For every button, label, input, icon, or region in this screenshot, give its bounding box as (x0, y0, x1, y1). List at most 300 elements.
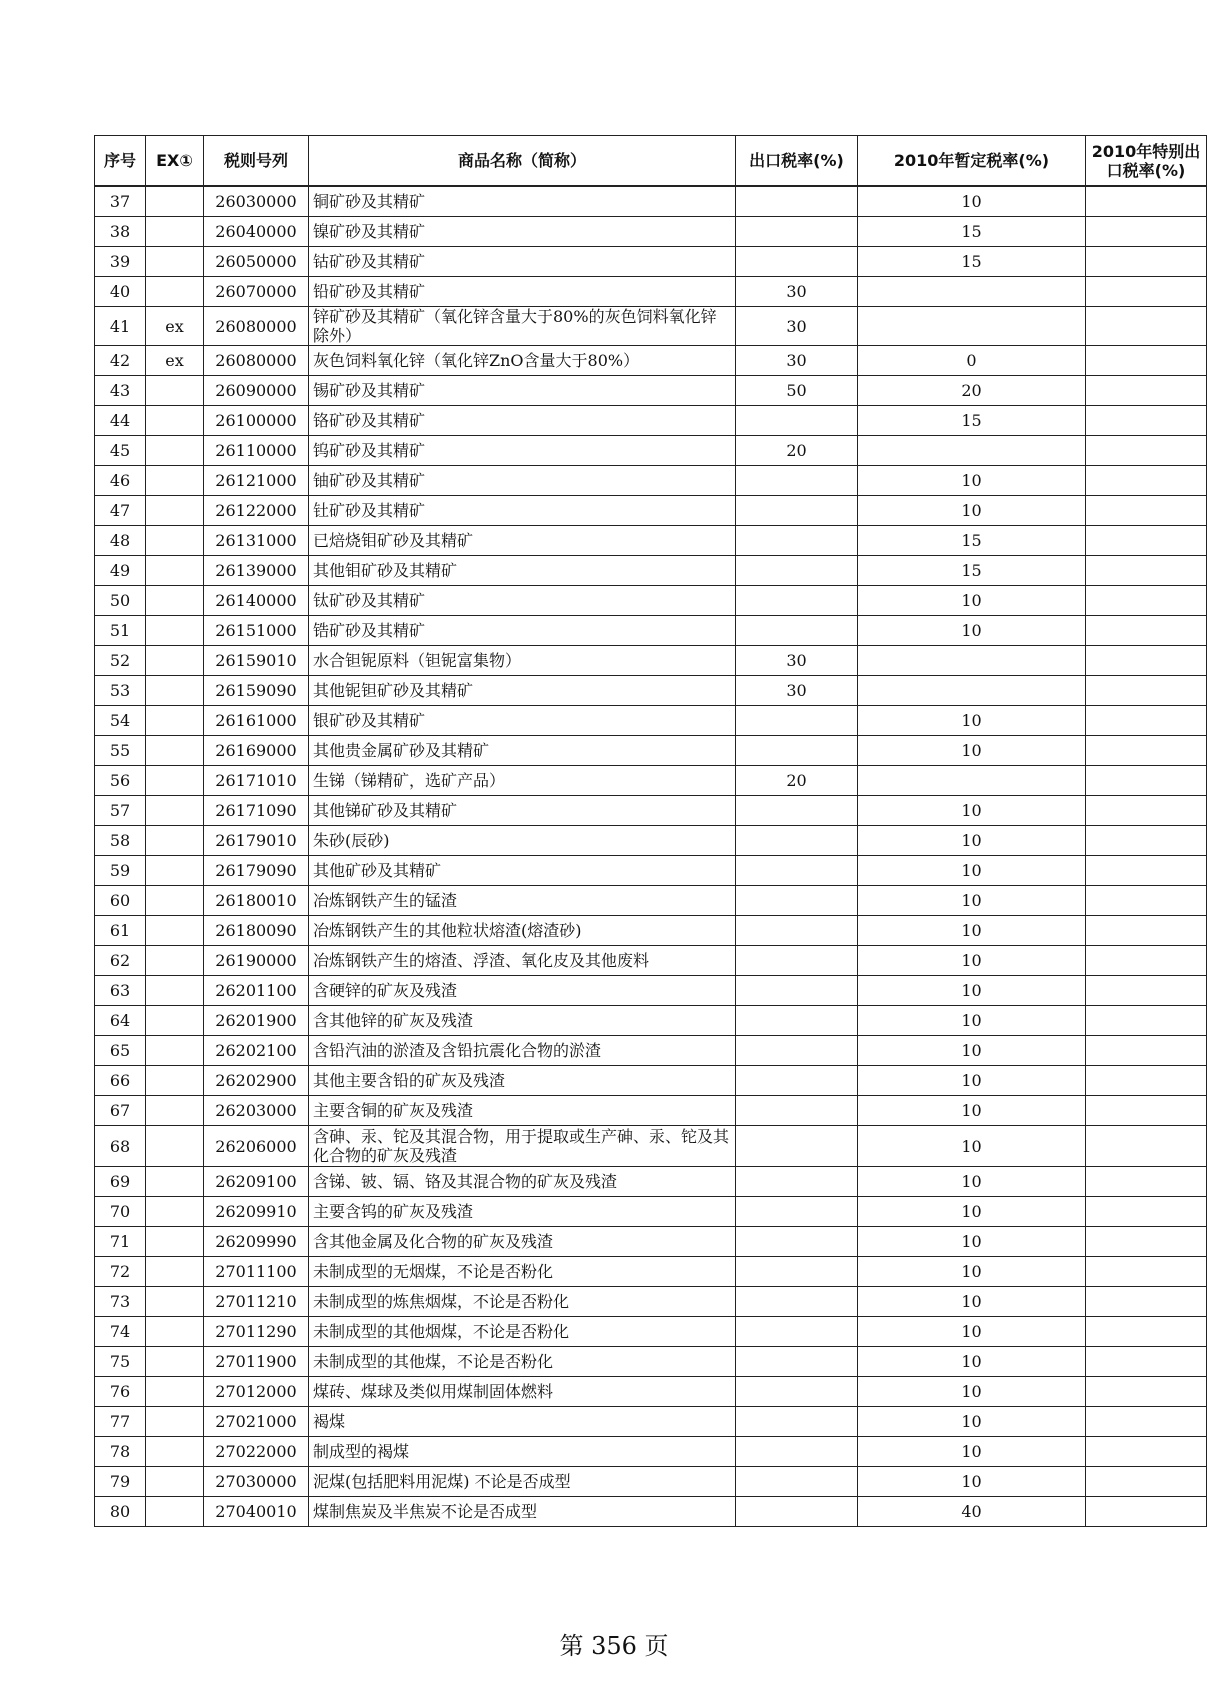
cell-code: 26110000 (204, 436, 309, 466)
table-row (95, 856, 1207, 886)
cell-export-rate (736, 1497, 858, 1527)
cell-provisional-rate: 0 (858, 346, 1086, 376)
table-row (95, 1437, 1207, 1467)
cell-code: 26140000 (204, 586, 309, 616)
cell-ex (146, 856, 204, 886)
table-row (95, 376, 1207, 406)
cell-code: 26030000 (204, 186, 309, 217)
cell-special-rate (1086, 1036, 1207, 1066)
cell-export-rate (736, 916, 858, 946)
cell-ex (146, 886, 204, 916)
cell-code: 26203000 (204, 1096, 309, 1126)
table-row (95, 976, 1207, 1006)
cell-export-rate: 30 (736, 646, 858, 676)
cell-code: 26080000 (204, 307, 309, 346)
cell-name: 冶炼钢铁产生的熔渣、浮渣、氧化皮及其他废料 (309, 946, 736, 976)
cell-name: 未制成型的其他烟煤，不论是否粉化 (309, 1317, 736, 1347)
cell-seq: 39 (95, 247, 146, 277)
cell-export-rate (736, 1317, 858, 1347)
cell-ex: ex (146, 346, 204, 376)
cell-special-rate (1086, 916, 1207, 946)
cell-special-rate (1086, 526, 1207, 556)
cell-seq: 41 (95, 307, 146, 346)
cell-export-rate (736, 826, 858, 856)
cell-export-rate (736, 556, 858, 586)
cell-seq: 68 (95, 1126, 146, 1167)
table-row (95, 1287, 1207, 1317)
cell-code: 26070000 (204, 277, 309, 307)
table-row (95, 1257, 1207, 1287)
cell-special-rate (1086, 1066, 1207, 1096)
cell-name: 制成型的褐煤 (309, 1437, 736, 1467)
cell-name: 未制成型的炼焦烟煤，不论是否粉化 (309, 1287, 736, 1317)
header-provisional-rate: 2010年暂定税率(%) (858, 136, 1086, 187)
cell-seq: 43 (95, 376, 146, 406)
cell-seq: 75 (95, 1347, 146, 1377)
cell-code: 26206000 (204, 1126, 309, 1167)
cell-seq: 79 (95, 1467, 146, 1497)
cell-ex (146, 1096, 204, 1126)
cell-special-rate (1086, 1497, 1207, 1527)
cell-seq: 67 (95, 1096, 146, 1126)
cell-provisional-rate: 10 (858, 1006, 1086, 1036)
cell-special-rate (1086, 616, 1207, 646)
cell-provisional-rate: 10 (858, 916, 1086, 946)
cell-ex (146, 526, 204, 556)
cell-code: 26201900 (204, 1006, 309, 1036)
table-row (95, 1126, 1207, 1167)
cell-special-rate (1086, 556, 1207, 586)
cell-export-rate (736, 186, 858, 217)
cell-special-rate (1086, 247, 1207, 277)
cell-code: 26180090 (204, 916, 309, 946)
cell-seq: 63 (95, 976, 146, 1006)
cell-provisional-rate (858, 307, 1086, 346)
cell-code: 26209990 (204, 1227, 309, 1257)
cell-code: 26151000 (204, 616, 309, 646)
cell-export-rate (736, 217, 858, 247)
cell-name: 水合钽铌原料（钽铌富集物） (309, 646, 736, 676)
cell-seq: 70 (95, 1197, 146, 1227)
cell-code: 27040010 (204, 1497, 309, 1527)
table-row (95, 1006, 1207, 1036)
cell-provisional-rate: 15 (858, 526, 1086, 556)
cell-seq: 78 (95, 1437, 146, 1467)
cell-seq: 37 (95, 186, 146, 217)
cell-export-rate: 20 (736, 436, 858, 466)
cell-provisional-rate: 10 (858, 1317, 1086, 1347)
cell-name: 其他贵金属矿砂及其精矿 (309, 736, 736, 766)
cell-code: 26179090 (204, 856, 309, 886)
table-row (95, 247, 1207, 277)
cell-seq: 52 (95, 646, 146, 676)
table-row (95, 586, 1207, 616)
cell-name: 其他主要含铅的矿灰及残渣 (309, 1066, 736, 1096)
cell-seq: 51 (95, 616, 146, 646)
cell-name: 钴矿砂及其精矿 (309, 247, 736, 277)
header-export-rate: 出口税率(%) (736, 136, 858, 187)
cell-special-rate (1086, 1347, 1207, 1377)
table-row (95, 1096, 1207, 1126)
table-body (95, 186, 1207, 1527)
table-row (95, 1377, 1207, 1407)
cell-export-rate (736, 616, 858, 646)
cell-export-rate (736, 466, 858, 496)
cell-ex (146, 1497, 204, 1527)
cell-provisional-rate: 10 (858, 1036, 1086, 1066)
cell-provisional-rate: 10 (858, 796, 1086, 826)
cell-seq: 74 (95, 1317, 146, 1347)
cell-name: 镍矿砂及其精矿 (309, 217, 736, 247)
cell-ex (146, 1257, 204, 1287)
cell-seq: 55 (95, 736, 146, 766)
cell-name: 煤砖、煤球及类似用煤制固体燃料 (309, 1377, 736, 1407)
cell-provisional-rate: 10 (858, 496, 1086, 526)
cell-provisional-rate: 10 (858, 976, 1086, 1006)
cell-export-rate (736, 1197, 858, 1227)
cell-ex (146, 247, 204, 277)
cell-name: 其他钼矿砂及其精矿 (309, 556, 736, 586)
header-code: 税则号列 (204, 136, 309, 187)
cell-export-rate (736, 1167, 858, 1197)
cell-ex (146, 1437, 204, 1467)
cell-special-rate (1086, 796, 1207, 826)
cell-code: 26159090 (204, 676, 309, 706)
cell-export-rate (736, 1126, 858, 1167)
cell-ex (146, 796, 204, 826)
cell-provisional-rate: 10 (858, 586, 1086, 616)
cell-export-rate (736, 706, 858, 736)
cell-code: 27022000 (204, 1437, 309, 1467)
cell-provisional-rate: 10 (858, 1227, 1086, 1257)
cell-seq: 53 (95, 676, 146, 706)
cell-provisional-rate: 10 (858, 826, 1086, 856)
cell-seq: 46 (95, 466, 146, 496)
cell-ex (146, 1227, 204, 1257)
cell-export-rate (736, 1066, 858, 1096)
cell-name: 已焙烧钼矿砂及其精矿 (309, 526, 736, 556)
cell-seq: 48 (95, 526, 146, 556)
cell-ex (146, 406, 204, 436)
cell-special-rate (1086, 1287, 1207, 1317)
cell-provisional-rate: 10 (858, 1467, 1086, 1497)
cell-provisional-rate: 10 (858, 1407, 1086, 1437)
cell-ex (146, 1317, 204, 1347)
cell-code: 27011100 (204, 1257, 309, 1287)
cell-seq: 54 (95, 706, 146, 736)
cell-provisional-rate: 15 (858, 247, 1086, 277)
table-row (95, 1197, 1207, 1227)
cell-seq: 72 (95, 1257, 146, 1287)
cell-special-rate (1086, 1437, 1207, 1467)
table-row (95, 346, 1207, 376)
cell-name: 锡矿砂及其精矿 (309, 376, 736, 406)
cell-provisional-rate: 10 (858, 736, 1086, 766)
cell-ex (146, 1167, 204, 1197)
cell-name: 其他铌钽矿砂及其精矿 (309, 676, 736, 706)
cell-name: 铀矿砂及其精矿 (309, 466, 736, 496)
cell-name: 朱砂(辰砂) (309, 826, 736, 856)
table-row (95, 1407, 1207, 1437)
header-special-rate: 2010年特别出口税率(%) (1086, 136, 1207, 187)
cell-provisional-rate: 10 (858, 1167, 1086, 1197)
cell-ex (146, 496, 204, 526)
cell-ex (146, 916, 204, 946)
cell-special-rate (1086, 186, 1207, 217)
cell-provisional-rate: 10 (858, 616, 1086, 646)
table-row (95, 526, 1207, 556)
cell-code: 26179010 (204, 826, 309, 856)
cell-special-rate (1086, 1227, 1207, 1257)
cell-ex (146, 556, 204, 586)
cell-ex (146, 676, 204, 706)
cell-seq: 49 (95, 556, 146, 586)
cell-provisional-rate: 10 (858, 1377, 1086, 1407)
cell-export-rate (736, 1096, 858, 1126)
cell-seq: 47 (95, 496, 146, 526)
cell-code: 26201100 (204, 976, 309, 1006)
cell-seq: 40 (95, 277, 146, 307)
cell-code: 27011900 (204, 1347, 309, 1377)
table-row (95, 1467, 1207, 1497)
cell-name: 含砷、汞、铊及其混合物，用于提取或生产砷、汞、铊及其化合物的矿灰及残渣 (309, 1126, 736, 1167)
cell-seq: 44 (95, 406, 146, 436)
cell-ex (146, 217, 204, 247)
cell-code: 26090000 (204, 376, 309, 406)
cell-provisional-rate: 10 (858, 1257, 1086, 1287)
cell-seq: 65 (95, 1036, 146, 1066)
cell-seq: 77 (95, 1407, 146, 1437)
cell-export-rate (736, 496, 858, 526)
table-row (95, 676, 1207, 706)
table-row (95, 186, 1207, 217)
cell-export-rate (736, 1407, 858, 1437)
table-row (95, 1066, 1207, 1096)
cell-seq: 60 (95, 886, 146, 916)
cell-export-rate (736, 796, 858, 826)
cell-provisional-rate (858, 676, 1086, 706)
cell-seq: 71 (95, 1227, 146, 1257)
table-row (95, 307, 1207, 346)
cell-name: 含其他锌的矿灰及残渣 (309, 1006, 736, 1036)
cell-special-rate (1086, 436, 1207, 466)
cell-special-rate (1086, 856, 1207, 886)
cell-export-rate (736, 1006, 858, 1036)
cell-special-rate (1086, 406, 1207, 436)
cell-export-rate (736, 247, 858, 277)
cell-special-rate (1086, 1197, 1207, 1227)
cell-special-rate (1086, 976, 1207, 1006)
cell-provisional-rate: 10 (858, 1126, 1086, 1167)
table-row (95, 466, 1207, 496)
cell-provisional-rate: 10 (858, 856, 1086, 886)
cell-name: 锆矿砂及其精矿 (309, 616, 736, 646)
cell-name: 泥煤(包括肥料用泥煤) 不论是否成型 (309, 1467, 736, 1497)
cell-special-rate (1086, 1377, 1207, 1407)
cell-provisional-rate: 20 (858, 376, 1086, 406)
cell-special-rate (1086, 706, 1207, 736)
cell-special-rate (1086, 766, 1207, 796)
table-row (95, 706, 1207, 736)
cell-export-rate (736, 856, 858, 886)
cell-special-rate (1086, 307, 1207, 346)
cell-export-rate (736, 946, 858, 976)
table-row (95, 1347, 1207, 1377)
cell-name: 褐煤 (309, 1407, 736, 1437)
table-row (95, 886, 1207, 916)
cell-provisional-rate: 15 (858, 406, 1086, 436)
cell-code: 27012000 (204, 1377, 309, 1407)
cell-export-rate (736, 1437, 858, 1467)
cell-provisional-rate: 10 (858, 886, 1086, 916)
cell-ex (146, 946, 204, 976)
cell-name: 钍矿砂及其精矿 (309, 496, 736, 526)
cell-name: 未制成型的其他煤，不论是否粉化 (309, 1347, 736, 1377)
cell-ex (146, 706, 204, 736)
cell-code: 26209100 (204, 1167, 309, 1197)
cell-name: 钛矿砂及其精矿 (309, 586, 736, 616)
cell-seq: 73 (95, 1287, 146, 1317)
cell-name: 银矿砂及其精矿 (309, 706, 736, 736)
table-header-row (95, 136, 1207, 187)
cell-code: 26131000 (204, 526, 309, 556)
header-name: 商品名称（简称） (309, 136, 736, 187)
cell-ex (146, 976, 204, 1006)
table-row (95, 1227, 1207, 1257)
table-row (95, 436, 1207, 466)
cell-code: 26080000 (204, 346, 309, 376)
cell-seq: 76 (95, 1377, 146, 1407)
cell-code: 26180010 (204, 886, 309, 916)
cell-name: 含铅汽油的淤渣及含铅抗震化合物的淤渣 (309, 1036, 736, 1066)
cell-special-rate (1086, 277, 1207, 307)
cell-special-rate (1086, 1257, 1207, 1287)
cell-special-rate (1086, 1006, 1207, 1036)
cell-export-rate: 30 (736, 277, 858, 307)
cell-code: 26190000 (204, 946, 309, 976)
cell-code: 26171010 (204, 766, 309, 796)
cell-name: 主要含钨的矿灰及残渣 (309, 1197, 736, 1227)
cell-ex (146, 1036, 204, 1066)
cell-ex (146, 736, 204, 766)
cell-name: 铅矿砂及其精矿 (309, 277, 736, 307)
cell-seq: 80 (95, 1497, 146, 1527)
cell-seq: 56 (95, 766, 146, 796)
cell-seq: 58 (95, 826, 146, 856)
cell-name: 含锑、铍、镉、铬及其混合物的矿灰及残渣 (309, 1167, 736, 1197)
cell-code: 27011290 (204, 1317, 309, 1347)
cell-code: 26100000 (204, 406, 309, 436)
cell-ex (146, 1377, 204, 1407)
cell-name: 铜矿砂及其精矿 (309, 186, 736, 217)
cell-special-rate (1086, 886, 1207, 916)
cell-export-rate (736, 1257, 858, 1287)
cell-provisional-rate: 10 (858, 1066, 1086, 1096)
table-row (95, 496, 1207, 526)
cell-code: 27021000 (204, 1407, 309, 1437)
cell-code: 27011210 (204, 1287, 309, 1317)
cell-export-rate (736, 406, 858, 436)
cell-special-rate (1086, 646, 1207, 676)
cell-export-rate (736, 1287, 858, 1317)
cell-name: 铬矿砂及其精矿 (309, 406, 736, 436)
cell-export-rate (736, 886, 858, 916)
cell-name: 含硬锌的矿灰及残渣 (309, 976, 736, 1006)
cell-provisional-rate (858, 646, 1086, 676)
cell-name: 冶炼钢铁产生的其他粒状熔渣(熔渣砂) (309, 916, 736, 946)
cell-ex (146, 466, 204, 496)
cell-code: 26169000 (204, 736, 309, 766)
cell-provisional-rate: 15 (858, 217, 1086, 247)
cell-name: 含其他金属及化合物的矿灰及残渣 (309, 1227, 736, 1257)
cell-special-rate (1086, 466, 1207, 496)
cell-seq: 57 (95, 796, 146, 826)
cell-seq: 64 (95, 1006, 146, 1036)
cell-code: 26161000 (204, 706, 309, 736)
table-row (95, 1167, 1207, 1197)
cell-provisional-rate: 10 (858, 466, 1086, 496)
cell-name: 灰色饲料氧化锌（氧化锌ZnO含量大于80%） (309, 346, 736, 376)
table-row (95, 766, 1207, 796)
cell-ex (146, 1407, 204, 1437)
cell-ex (146, 826, 204, 856)
cell-ex (146, 766, 204, 796)
cell-export-rate (736, 586, 858, 616)
cell-export-rate (736, 1347, 858, 1377)
cell-code: 26202900 (204, 1066, 309, 1096)
table-row (95, 1497, 1207, 1527)
cell-special-rate (1086, 1167, 1207, 1197)
cell-name: 未制成型的无烟煤，不论是否粉化 (309, 1257, 736, 1287)
cell-special-rate (1086, 1407, 1207, 1437)
table-row (95, 796, 1207, 826)
cell-special-rate (1086, 1126, 1207, 1167)
cell-export-rate: 30 (736, 676, 858, 706)
cell-provisional-rate: 10 (858, 1197, 1086, 1227)
cell-ex (146, 376, 204, 406)
cell-ex (146, 646, 204, 676)
table-row (95, 277, 1207, 307)
cell-provisional-rate: 40 (858, 1497, 1086, 1527)
table-row (95, 736, 1207, 766)
cell-provisional-rate (858, 277, 1086, 307)
cell-special-rate (1086, 1467, 1207, 1497)
cell-export-rate (736, 1227, 858, 1257)
cell-name: 其他矿砂及其精矿 (309, 856, 736, 886)
cell-name: 主要含铜的矿灰及残渣 (309, 1096, 736, 1126)
cell-provisional-rate: 10 (858, 706, 1086, 736)
cell-special-rate (1086, 496, 1207, 526)
cell-ex (146, 1126, 204, 1167)
cell-provisional-rate (858, 436, 1086, 466)
cell-special-rate (1086, 376, 1207, 406)
cell-code: 26171090 (204, 796, 309, 826)
cell-ex (146, 1347, 204, 1377)
cell-provisional-rate: 10 (858, 1347, 1086, 1377)
header-ex: EX① (146, 136, 204, 187)
cell-seq: 62 (95, 946, 146, 976)
cell-seq: 66 (95, 1066, 146, 1096)
cell-special-rate (1086, 346, 1207, 376)
cell-seq: 69 (95, 1167, 146, 1197)
cell-export-rate: 50 (736, 376, 858, 406)
cell-provisional-rate: 10 (858, 186, 1086, 217)
cell-export-rate (736, 736, 858, 766)
table-row (95, 406, 1207, 436)
table-row (95, 1317, 1207, 1347)
cell-ex (146, 1467, 204, 1497)
cell-ex (146, 616, 204, 646)
